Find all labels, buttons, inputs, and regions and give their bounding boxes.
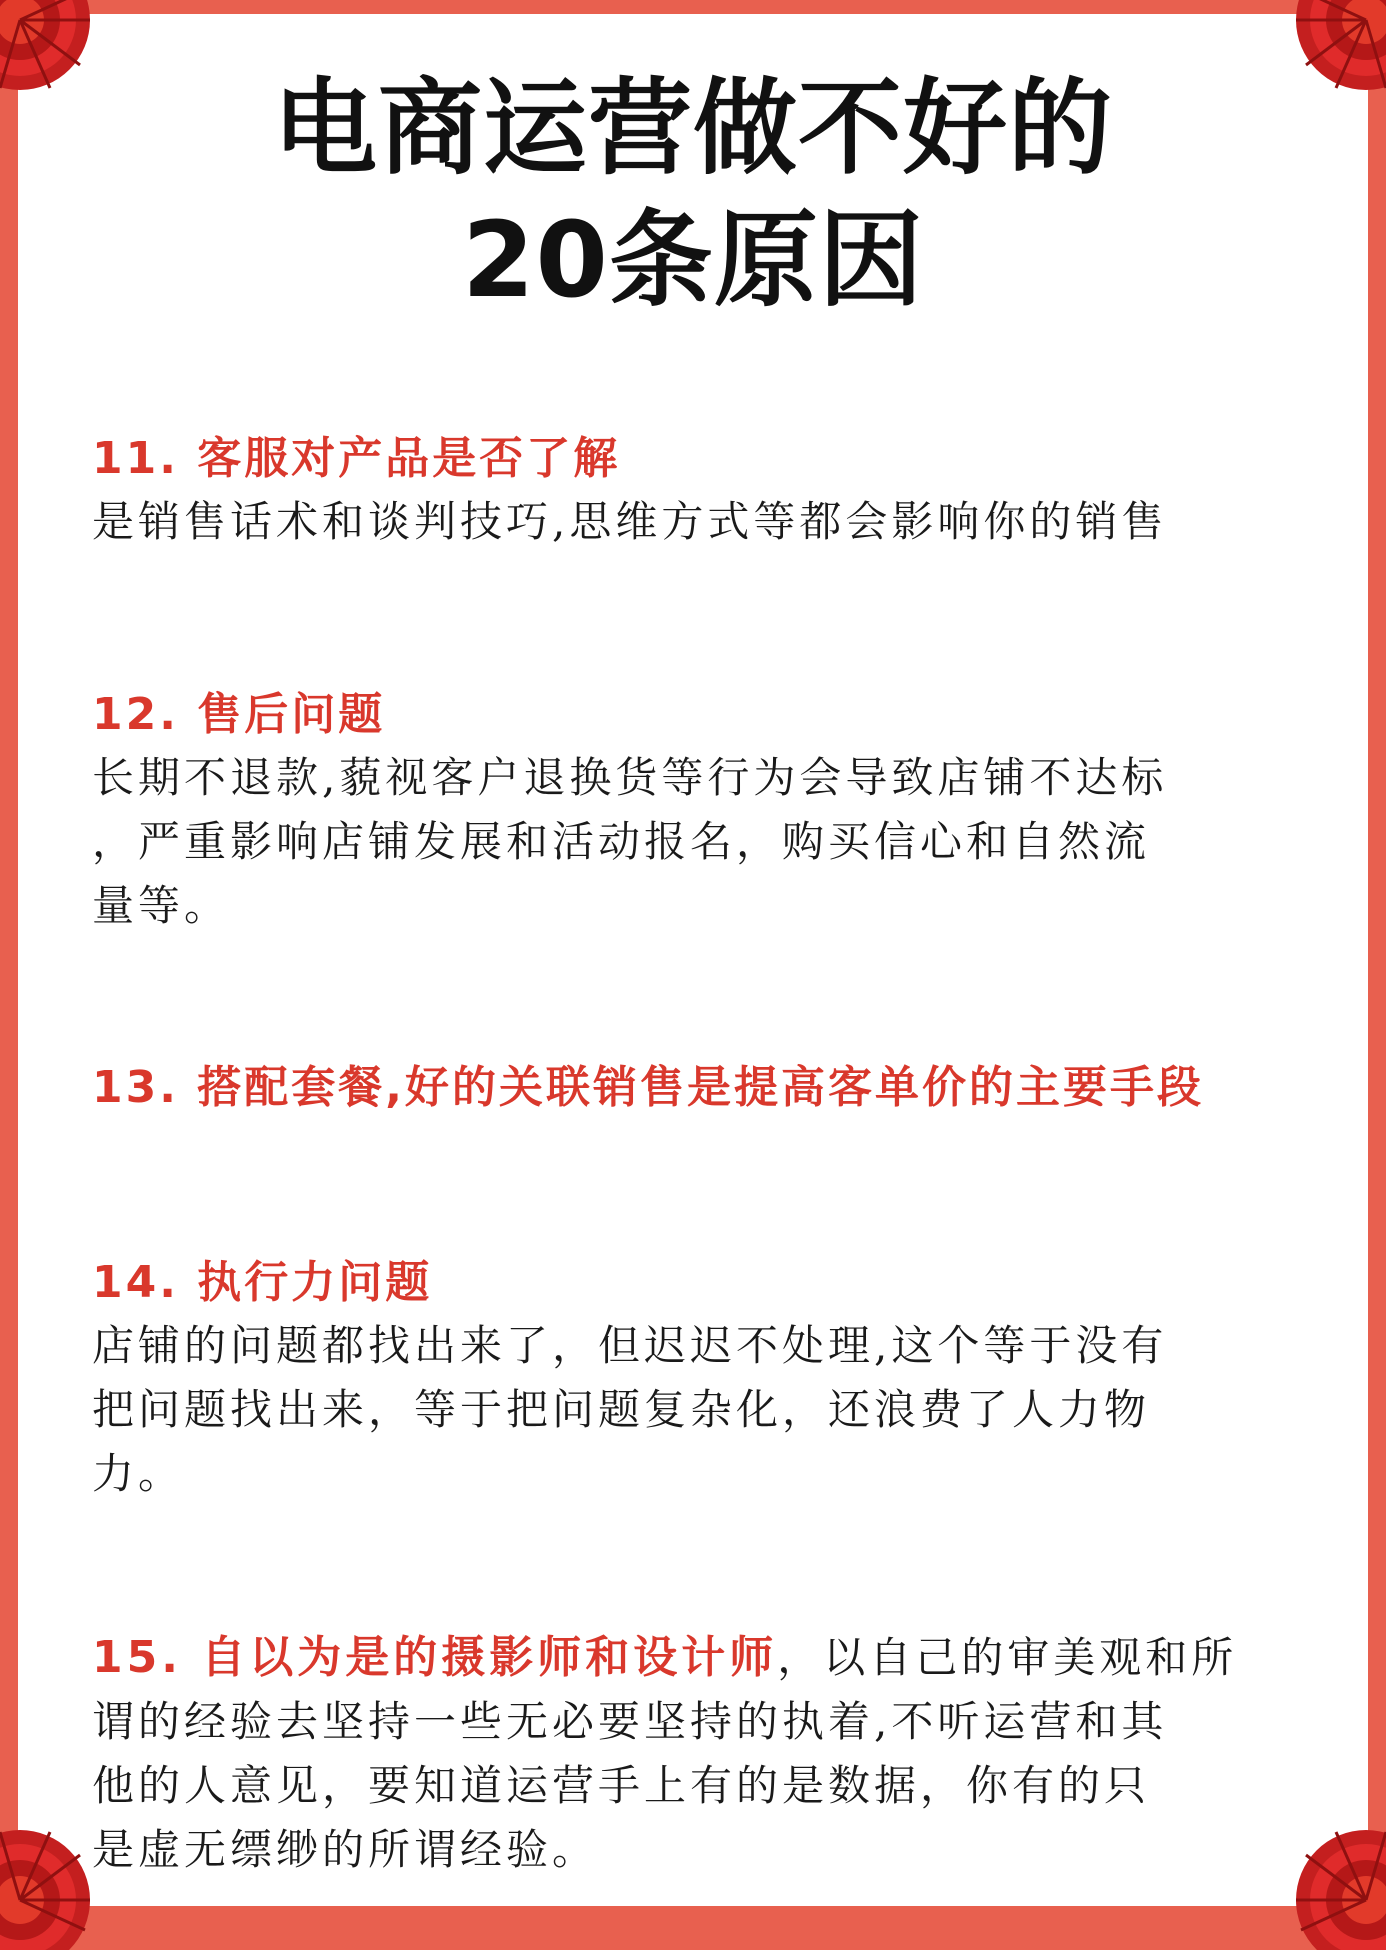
section-heading: 11. 客服对产品是否了解 [92, 433, 621, 484]
body-line: 长期不退款,藐视客户退换货等行为会导致店铺不达标 [92, 753, 1168, 802]
body-line: 他的人意见，要知道运营手上有的是数据，你有的只 [92, 1761, 1151, 1810]
section-heading: 13. 搭配套餐,好的关联销售是提高客单价的主要手段 [92, 1062, 1204, 1113]
body-line: 谓的经验去坚持一些无必要坚持的执着,不听运营和其 [92, 1697, 1168, 1746]
page-title-line-1: 电商运营做不好的 [272, 67, 1113, 189]
body-line: 是销售话术和谈判技巧,思维方式等都会影响你的销售 [92, 497, 1168, 546]
section-heading: 15. 自以为是的摄影师和设计师 [92, 1632, 778, 1683]
page-title-line-2: 20条原因 [462, 199, 924, 321]
body-line: 店铺的问题都找出来了，但迟迟不处理,这个等于没有 [92, 1321, 1168, 1370]
section-body [92, 1314, 1322, 1506]
section-body [92, 490, 1322, 554]
page-title [0, 62, 1386, 326]
section-heading-tail: ，以自己的审美观和所 [777, 1633, 1238, 1682]
section-body [92, 746, 1322, 938]
body-line: 量等。 [92, 881, 231, 930]
body-line: ，严重影响店铺发展和活动报名，购买信心和自然流 [92, 817, 1151, 866]
body-line: 把问题找出来，等于把问题复杂化，还浪费了人力物 [92, 1385, 1151, 1434]
section-13 [92, 1057, 1322, 1119]
section-heading: 12. 售后问题 [92, 689, 386, 740]
section-15 [92, 1626, 1322, 1882]
section-heading: 14. 执行力问题 [92, 1257, 433, 1308]
section-body [92, 1626, 1322, 1882]
body-line: 是虚无缥缈的所谓经验。 [92, 1825, 599, 1874]
body-line: 力。 [92, 1449, 185, 1498]
section-12 [92, 684, 1322, 938]
section-14 [92, 1252, 1322, 1506]
body-line-first [92, 1626, 1322, 1690]
section-11 [92, 428, 1322, 554]
